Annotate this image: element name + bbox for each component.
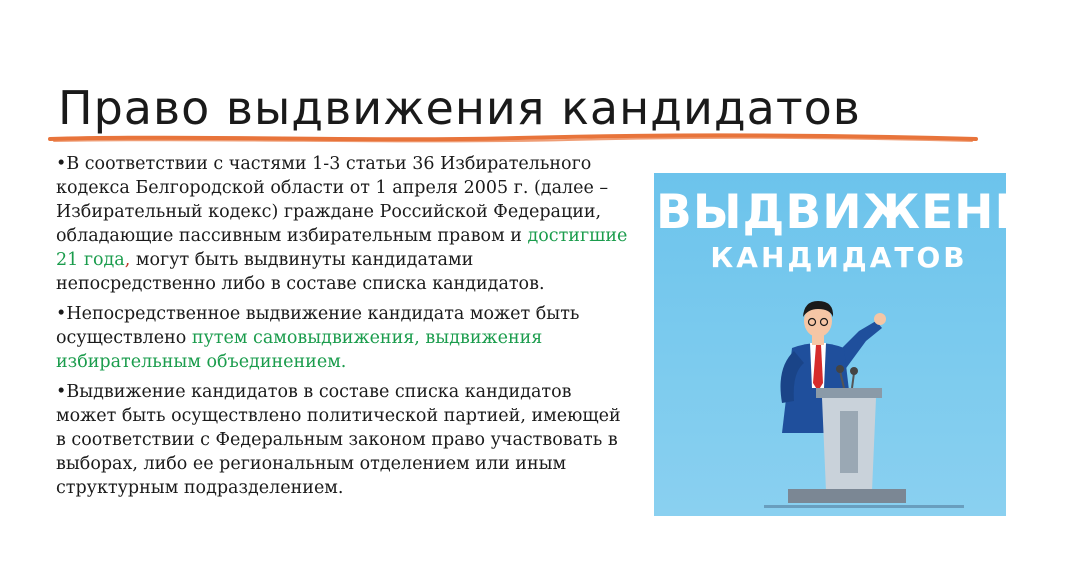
bullet-marker: • [56, 304, 67, 324]
highlight-text: достигшие 21 года [56, 226, 628, 270]
illustration-heading: ВЫДВИЖЕНИЕ [656, 185, 1068, 240]
bullet-text: В соответствии с частями 1-3 статьи 36 Избирательного кодекса Белгородской области от 1 апреля 2005 г. (далее – Избирательный кодекс) граждане Российской Федерации, обладающие пассивным избирательным правом и [56, 154, 609, 246]
bullet-marker: • [56, 154, 67, 174]
body-text [56, 152, 632, 506]
slide-title: Право выдвижения кандидатов [58, 81, 861, 135]
nomination-illustration [654, 173, 1068, 516]
highlight-text: путем самовыдвижения, выдвижения избирательным объединением. [56, 328, 543, 372]
bullet-text-end: могут быть выдвинуты кандидатами непосредственно либо в составе списка кандидатов. [56, 250, 545, 294]
bullet-text: Выдвижение кандидатов в составе списка кандидатов может быть осуществлено политической партией, имеющей в соответствии с Федеральным законом право участвовать в выборах, либо ее региональным отделением или иным структурным подразделением. [56, 382, 621, 498]
highlight-comma: , [124, 250, 131, 270]
title-underline [48, 132, 978, 146]
bullet-text: Непосредственное выдвижение кандидата может быть осуществлено [56, 304, 580, 348]
bullet-marker: • [56, 382, 67, 402]
illustration-subheading: КАНДИДАТОВ [710, 241, 968, 274]
bullet-item-2 [56, 302, 632, 374]
speaker-at-podium-icon [654, 173, 1006, 516]
bullet-item-1 [56, 152, 632, 296]
bullet-item-3 [56, 380, 632, 500]
